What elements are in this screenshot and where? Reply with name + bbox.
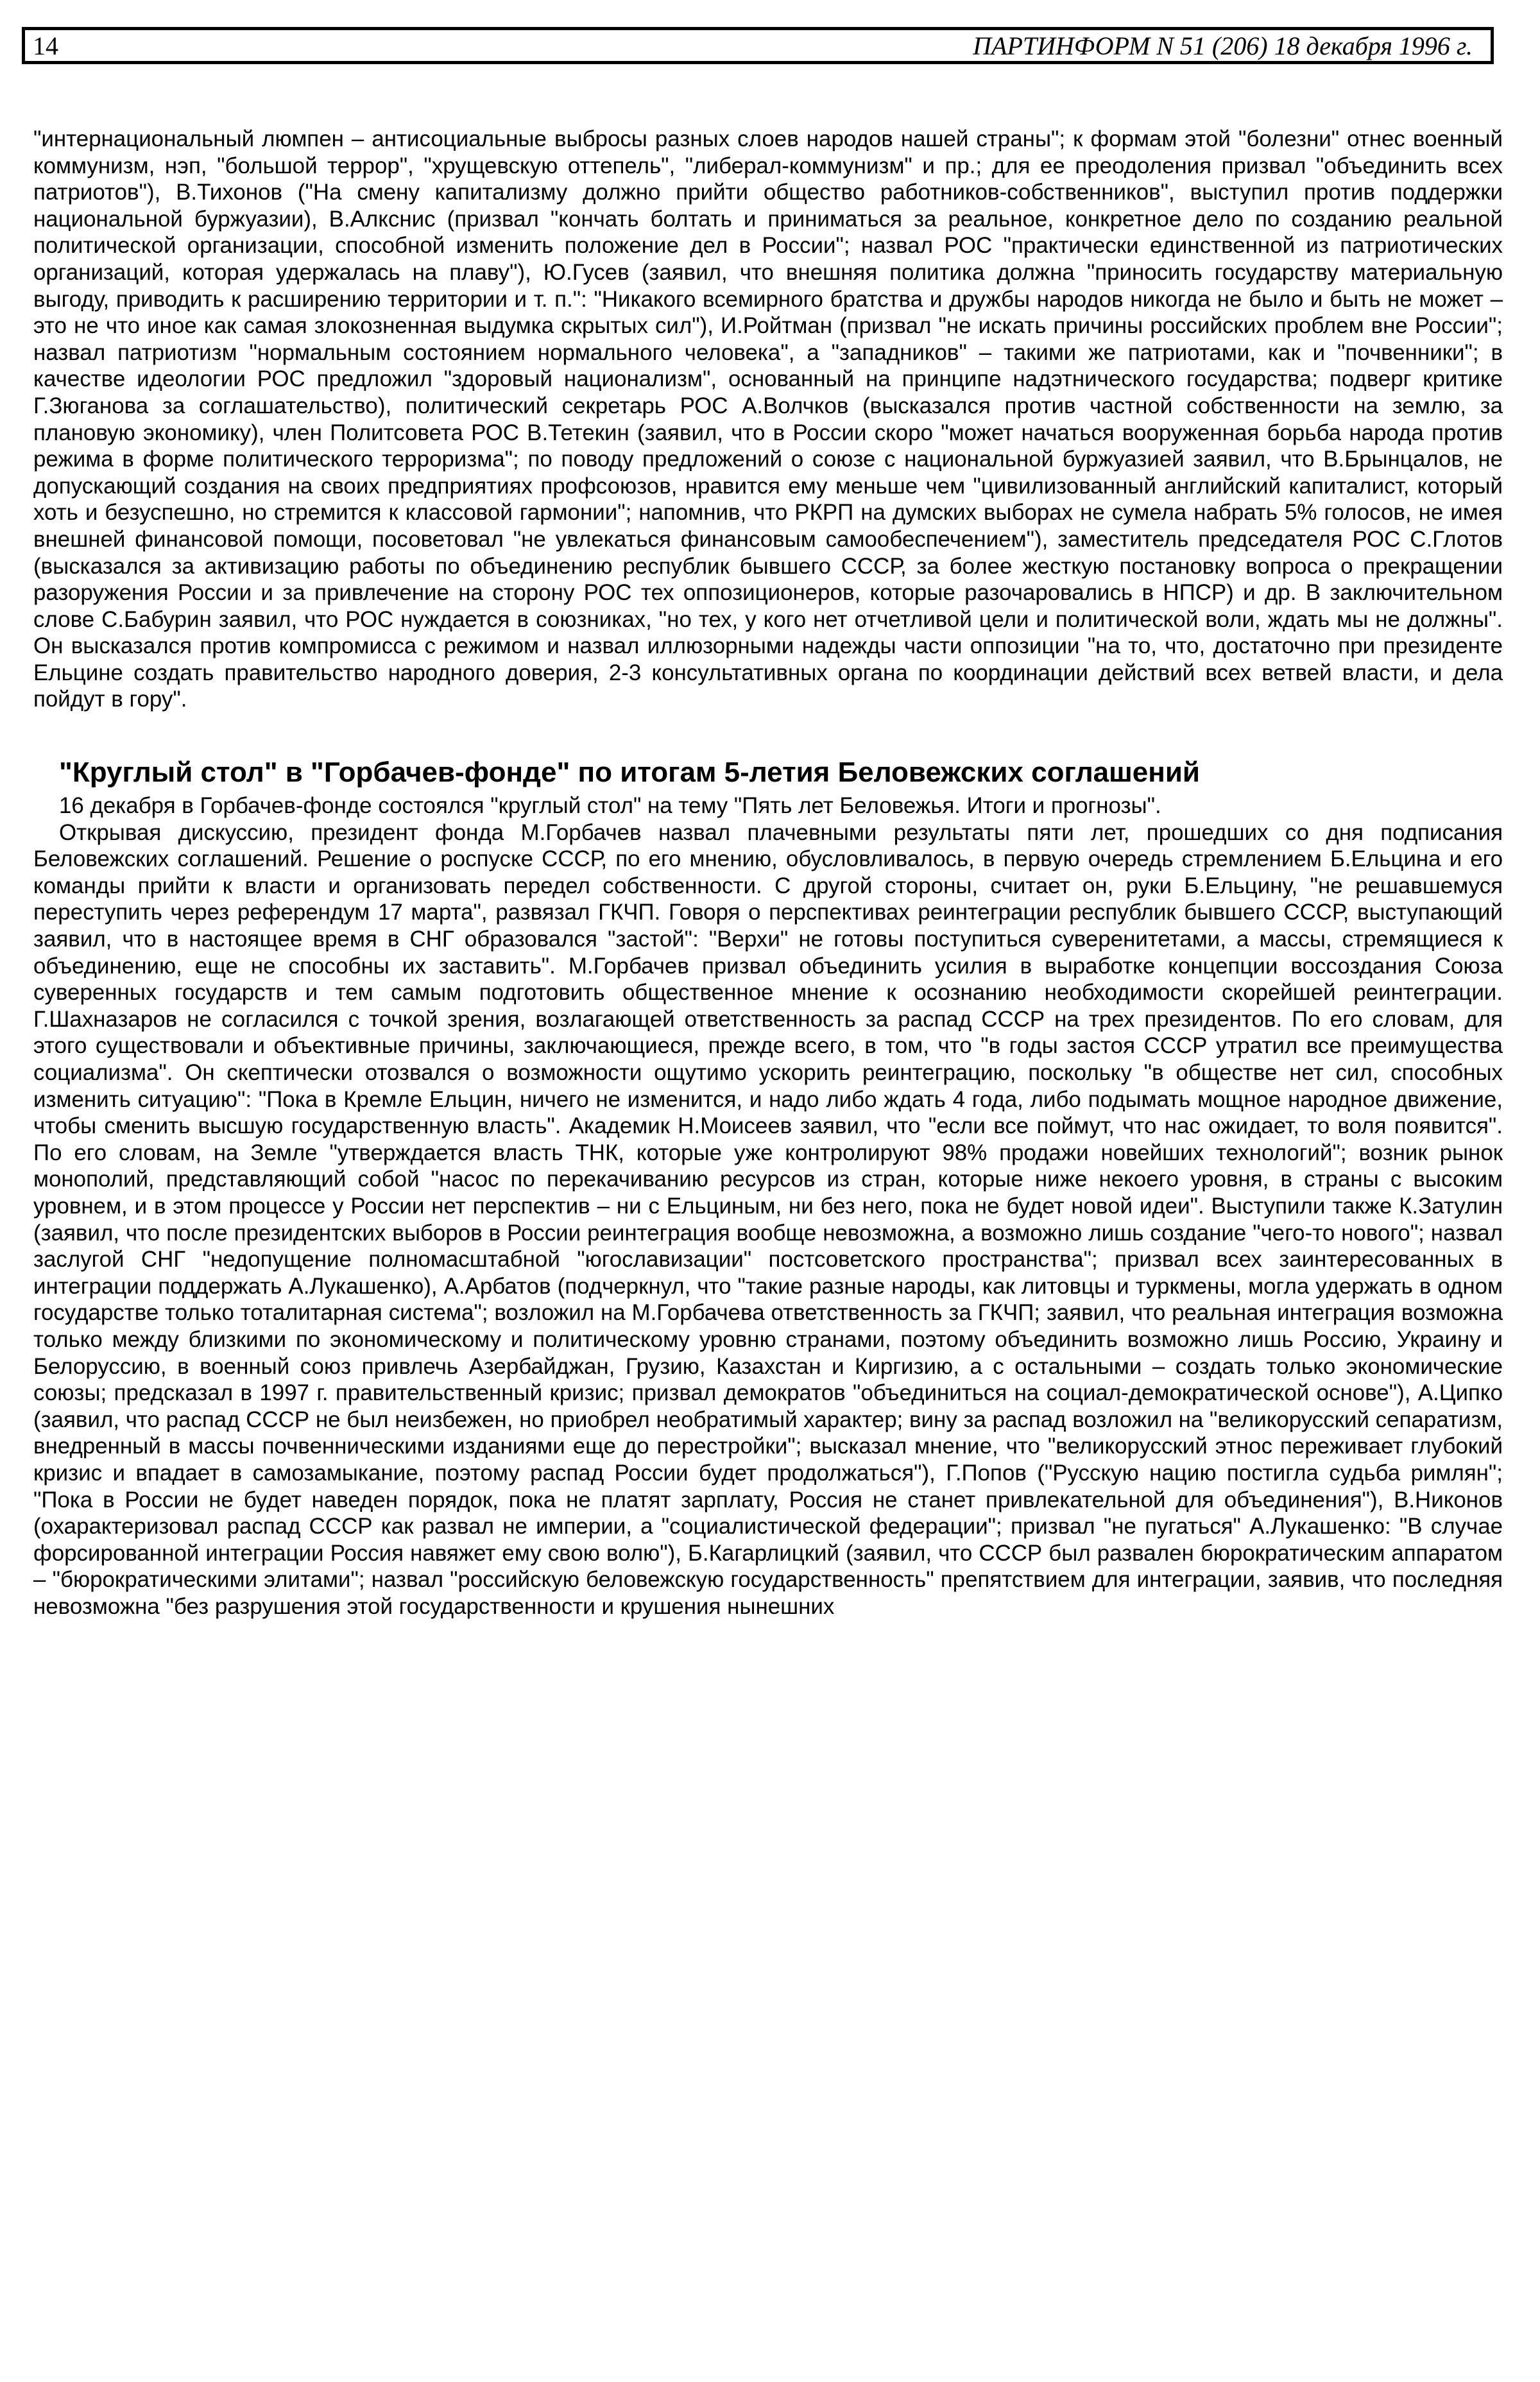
page-header [22, 27, 1494, 64]
section-body-paragraph: Открывая дискуссию, президент фонда М.Горбачев назвал плачевными результаты пяти лет, прошедших со дня подписания Беловежских соглашений. Решение о роспуске СССР, по его мнению, обусловливалось, в первую очередь стремлением Б.Ельцина и его команды прийти к власти и организовать передел собственности. С другой стороны, считает он, руки Б.Ельцину, "не решавшемуся переступить через референдум 17 марта", развязал ГКЧП. Говоря о перспективах реинтеграции республик бывшего СССР, выступающий заявил, что в настоящее время в СНГ образовался "застой": "Верхи" не готовы поступиться суверенитетами, а массы, стремящиеся к объединению, еще не способны их заставить". М.Горбачев призвал объединить усилия в выработке концепции воссоздания Союза суверенных государств и тем самым подготовить общественное мнение к осознанию необходимости скорейшей реинтеграции. Г.Шахназаров не согласился с точкой зрения, возлагающей ответственность за распад СССР на трех президентов. По его словам, для этого существовали и объективные причины, заключающиеся, прежде всего, в том, что "в годы застоя СССР утратил все преимущества социализма". Он скептически отозвался о возможности ощутимо ускорить реинтеграцию, поскольку "в обществе нет сил, способных изменить ситуацию": "Пока в Кремле Ельцин, ничего не изменится, и надо либо ждать 4 года, либо подымать мощное народное движение, чтобы сменить высшую государственную власть". Академик Н.Моисеев заявил, что "если все поймут, что нас ожидает, то воля появится". По его словам, на Земле "утверждается власть ТНК, которые уже контролируют 98% продажи новейших технологий"; возник рынок монополий, представляющий собой "насос по перекачиванию ресурсов из стран, которые ниже некоего уровня, в страны с высоким уровнем, и в этом процессе у России нет перспектив – ни с Ельциным, ни без него, пока не будет новой идеи". Выступили также К.Затулин (заявил, что после президентских выборов в России реинтеграция вообще невозможна, а возможно лишь создание "чего-то нового"; назвал заслугой СНГ "недопущение полномасштабной "югославизации" постсоветского пространства"; призвал всех заинтересованных в интеграции поддержать А.Лукашенко), А.Арбатов (подчеркнул, что "такие разные народы, как литовцы и туркмены, могла удержать в одном государстве только тоталитарная система"; возложил на М.Горбачева ответственность за ГКЧП; заявил, что реальная интеграция возможна только между близкими по экономическому и политическому уровню странами, поэтому объединить возможно лишь Россию, Украину и Белоруссию, в военный союз привлечь Азербайджан, Грузию, Казахстан и Киргизию, а с остальными – создать только экономические союзы; предсказал в 1997 г. правительственный кризис; призвал демократов "объединиться на социал-демократической основе"), А.Ципко (заявил, что распад СССР не был неизбежен, но приобрел необратимый характер; вину за распад возложил на "великорусский сепаратизм, внедренный в массы почвенническими изданиями еще до перестройки"; высказал мнение, что "великорусский этнос переживает глубокий кризис и впадает в самозамыкание, поэтому распад России будет продолжаться"), Г.Попов ("Русскую нацию постигла судьба римлян"; "Пока в России не будет наведен порядок, пока не платят зарплату, Россия не станет привлекательной для объединения"), В.Никонов (охарактеризовал распад СССР как развал не империи, а "социалистической федерации"; призвал "не пугаться" А.Лукашенко: "В случае форсированной интеграции Россия навяжет ему свою волю"), Б.Кагарлицкий (заявил, что СССР был развален бюрократическим аппаратом – "бюрократическими элитами"; назвал "российскую беловежскую государственность" препятствием для интеграции, заявив, что последняя невозможна "без разрушения этой государственности и крушения нынешних [33, 819, 1503, 1619]
page-number: 14 [33, 31, 58, 60]
publication-title: ПАРТИНФОРМ N 51 (206) 18 декабря 1996 г. [973, 31, 1473, 60]
page-content [33, 126, 1503, 1620]
section-heading: "Круглый стол" в "Горбачев-фонде" по итогам 5-летия Беловежских соглашений [59, 757, 1200, 789]
section-lead-paragraph: 16 декабря в Горбачев-фонде состоялся "круглый стол" на тему "Пять лет Беловежья. Итоги и прогнозы". [59, 793, 1161, 819]
article-continuation-text: "интернациональный люмпен – антисоциальные выбросы разных слоев народов нашей страны"; к формам этой "болезни" отнес военный коммунизм, нэп, "большой террор", "хрущевскую оттепель", "либерал-коммунизм" и пр.; для ее преодоления призвал "объединить всех патриотов"), В.Тихонов ("На смену капитализму должно прийти общество работников-собственников", выступил против поддержки национальной буржуазии), В.Алкснис (призвал "кончать болтать и приниматься за реальное, конкретное дело по созданию реальной политической организации, способной изменить положение дел в России"; назвал РОС "практически единственной из патриотических организаций, которая удержалась на плаву"), Ю.Гусев (заявил, что внешняя политика должна "приносить государству материальную выгоду, приводить к расширению территории и т. п.": "Никакого всемирного братства и дружбы народов никогда не было и быть не может – это не что иное как самая злокозненная выдумка скрытых сил"), И.Ройтман (призвал "не искать причины российских проблем вне России"; назвал патриотизм "нормальным состоянием нормального человека", а "западников" – такими же патриотами, как и "почвенники"; в качестве идеологии РОС предложил "здоровый национализм", основанный на принципе надэтнического государства; подверг критике Г.Зюганова за соглашательство), политический секретарь РОС А.Волчков (высказался против частной собственности на землю, за плановую экономику), член Политсовета РОС В.Тетекин (заявил, что в России скоро "может начаться вооруженная борьба народа против режима в форме политического терроризма"; по поводу предложений о союзе с национальной буржуазией заявил, что В.Брынцалов, не допускающий создания на своих предприятиях профсоюзов, нравится ему меньше чем "цивилизованный английский капиталист, который хоть и безуспешно, но стремится к классовой гармонии"; напомнив, что РКРП на думских выборах не сумела набрать 5% голосов, не имея внешней финансовой помощи, посоветовал "не увлекаться финансовым самообеспечением"), заместитель председателя РОС С.Глотов (высказался за активизацию работы по объединению республик бывшего СССР, за более жесткую постановку вопроса о прекращении разоружения России и за привлечение на сторону РОС тех оппозиционеров, которые разочаровались в НПСР) и др. В заключительном слове С.Бабурин заявил, что РОС нуждается в союзниках, "но тех, у кого нет отчетливой цели и политической воли, ждать мы не должны". Он высказался против компромисса с режимом и назвал иллюзорными надежды части оппозиции "на то, что, достаточно при президенте Ельцине создать правительство народного доверия, 2-3 консультативных органа по координации действий всех ветвей власти, и дела пойдут в гору". [33, 126, 1503, 712]
